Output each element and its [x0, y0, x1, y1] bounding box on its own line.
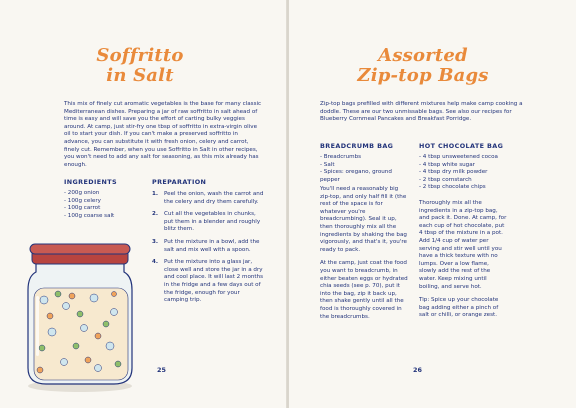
list-item: - Breadcrumbs: [320, 154, 362, 160]
title-line-2: in Salt: [106, 65, 174, 86]
step-text: Put the mixture in a bowl, add the salt and mix well with a spoon.: [164, 238, 260, 253]
preparation-heading: PREPARATION: [152, 178, 207, 186]
soffritto-jar-illustration: [14, 236, 144, 396]
recipe-title: [323, 46, 523, 86]
breadcrumb-method: [320, 186, 408, 327]
title-line-2: Zip-top Bags: [357, 65, 489, 86]
list-item: - 100g carrot: [64, 205, 101, 212]
page-number: 26: [413, 366, 422, 374]
title-line-1: Assorted: [378, 45, 468, 66]
step-item: [152, 191, 264, 206]
step-item: [152, 259, 264, 305]
list-item: - 2 tbsp chocolate chips: [419, 184, 486, 191]
paragraph: Thoroughly mix all the ingredients in a zip-top bag, and pack it. Done. At camp, for each cup of hot chocolate, put 4 tbsp of the mixture in a pot. Add 1/4 cup of water per serving and stir well until you have a thick texture with no lumps. Over a low flame, slowly add the rest of the water. Keep mixing until boiling, and serve hot.: [419, 200, 507, 290]
list-item: - 200g onion: [64, 190, 100, 196]
intro-paragraph: Zip-top bags prefilled with different mixtures help make camp cooking a doddle. These are our two unmissable bags. See also our recipes for Blueberry Cornmeal Pancakes and Breakfast Porridge.: [320, 101, 523, 123]
list-item: - 4 tbsp white sugar: [419, 161, 475, 168]
right-page: [289, 0, 576, 408]
ingredients-list: [64, 190, 144, 220]
step-number: 4.: [152, 259, 159, 266]
list-item: - Spices: oregano, ground pepper: [320, 169, 392, 183]
left-page: [0, 0, 287, 408]
breadcrumb-ingredients: [320, 154, 408, 184]
preparation-steps: [152, 191, 264, 310]
ingredients-heading: INGREDIENTS: [64, 178, 118, 186]
hot-chocolate-ingredients: [419, 154, 529, 192]
title-line-1: Soffritto: [96, 45, 184, 66]
hot-chocolate-bag-heading: HOT CHOCOLATE BAG: [419, 142, 504, 150]
page-number: 25: [157, 366, 166, 374]
list-item: - 4 tbsp dry milk powder: [419, 169, 488, 176]
list-item: - 100g celery: [64, 197, 101, 204]
step-number: 1.: [152, 191, 159, 197]
step-text: Cut all the vegetables in chunks, put them in a blender and roughly blitz them.: [164, 211, 261, 233]
breadcrumb-bag-heading: BREADCRUMB BAG: [320, 142, 394, 150]
step-number: 3.: [152, 238, 159, 245]
tip-paragraph: Tip: Spice up your chocolate bag adding either a pinch of salt or chilli, or orange zest.: [419, 297, 499, 319]
step-item: [152, 239, 264, 254]
list-item: - 4 tbsp unsweetened cocoa: [419, 154, 498, 160]
step-text: Peel the onion, wash the carrot and the celery and dry them carefully.: [164, 191, 264, 205]
step-text: Put the mixture into a glass jar, close well and store the jar in a dry and cool place. It will last 2 months in the fridge and a few days out of the fridge, enough for your camping trip.: [164, 259, 264, 304]
paragraph: At the camp, just coat the food you want to breadcrumb, in either beaten eggs or hydrated chia seeds (see p. 70), put it into the bag, zip it back up, then shake gently until all the food is thoroughly covered in the breadcrumbs.: [320, 260, 408, 320]
list-item: - 100g coarse salt: [64, 212, 115, 219]
recipe-title: [60, 46, 220, 86]
list-item: - Salt: [320, 161, 335, 168]
step-item: [152, 211, 264, 234]
list-item: - 2 tbsp cornstarch: [419, 176, 472, 183]
paragraph: You'll need a reasonably big zip-top, and only half fill it (the rest of the space is for whatever you're breadcrumbing). Seal it up, then thoroughly mix all the ingredients by shaking the bag vigorously, and that's it, you're ready to pack.: [320, 186, 407, 253]
hot-chocolate-method: [419, 200, 507, 326]
step-number: 2.: [152, 211, 159, 218]
intro-paragraph: This mix of finely cut aromatic vegetables is the base for many classic Mediterranean dishes. Preparing a jar of raw soffritto in salt ahead of time is easy and will save you the effort of carting bulky veggies around. At camp, just stir-fry one tbsp of soffritto in extra-virgin olive oil to start your dish. If you can't make a preserved soffritto in advance, you can substitute it with fresh onion, celery and carrot, finely cut. Remember, when you use Soffritto in Salt in other recipes, you won't need to add any salt for seasoning, as this mix already has enough.: [64, 101, 262, 168]
